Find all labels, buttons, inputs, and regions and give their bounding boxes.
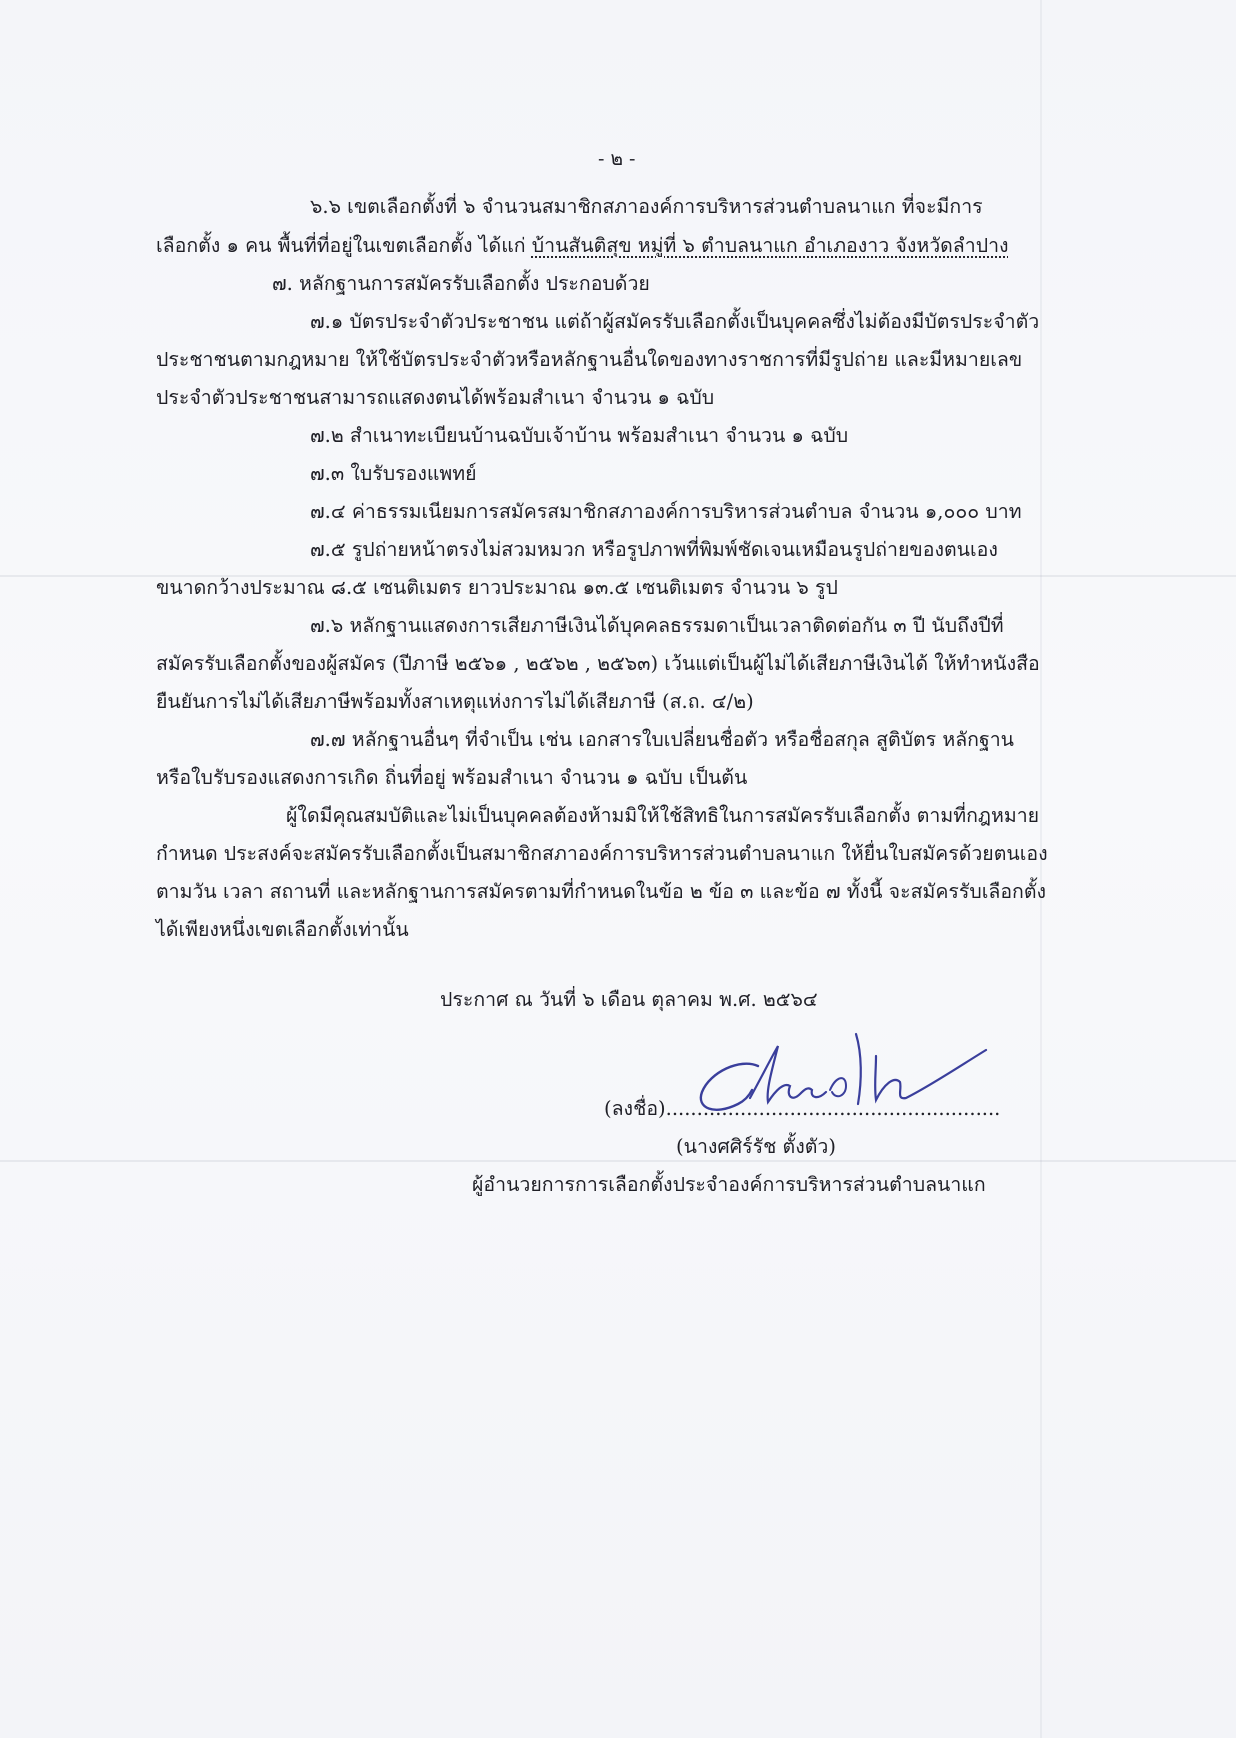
paragraph-line: ขนาดกว้างประมาณ ๘.๕ เซนติเมตร ยาวประมาณ ๑๓.๕ เซนติเมตร จำนวน ๖ รูป <box>156 576 838 599</box>
signer-name: (นางศศิร์รัช ตั้งตัว) <box>676 1135 836 1158</box>
paragraph-line: ๗.๕ รูปถ่ายหน้าตรงไม่สวมหมวก หรือรูปภาพที่พิมพ์ชัดเจนเหมือนรูปถ่ายของตนเอง <box>310 538 998 561</box>
page-number: - ๒ - <box>598 148 636 170</box>
paragraph-line: ๗.๑ บัตรประจำตัวประชาชน แต่ถ้าผู้สมัครรับเลือกตั้งเป็นบุคคลซึ่งไม่ต้องมีบัตรประจำตัว <box>310 310 1040 333</box>
paragraph-line: ๗.๖ หลักฐานแสดงการเสียภาษีเงินได้บุคคลธรรมดาเป็นเวลาติดต่อกัน ๓ ปี นับถึงปีที่ <box>310 614 1004 637</box>
paper-fold-line <box>0 1160 1236 1162</box>
paragraph-line: ผู้ใดมีคุณสมบัติและไม่เป็นบุคคลต้องห้ามมิให้ใช้สิทธิในการสมัครรับเลือกตั้ง ตามที่กฎหมาย <box>286 804 1040 827</box>
signature-dots: ...................................................... <box>665 1097 1001 1120</box>
paragraph-line <box>156 233 1009 259</box>
sign-label: (ลงชื่อ) <box>604 1097 666 1120</box>
paragraph-line: ๗.๒ สำเนาทะเบียนบ้านฉบับเจ้าบ้าน พร้อมสำเนา จำนวน ๑ ฉบับ <box>310 424 849 447</box>
paragraph-line: ๖.๖ เขตเลือกตั้งที่ ๖ จำนวนสมาชิกสภาองค์การบริหารส่วนตำบลนาแก ที่จะมีการ <box>310 195 983 218</box>
paper-fold-line <box>1040 0 1042 1738</box>
announcement-date: ประกาศ ณ วันที่ ๖ เดือน ตุลาคม พ.ศ. ๒๕๖๔ <box>440 988 818 1011</box>
paragraph-line: ประจำตัวประชาชนสามารถแสดงตนได้พร้อมสำเนา จำนวน ๑ ฉบับ <box>156 386 715 409</box>
paragraph-line: ได้เพียงหนึ่งเขตเลือกตั้งเท่านั้น <box>156 918 409 941</box>
paragraph-line: ยืนยันการไม่ได้เสียภาษีพร้อมทั้งสาเหตุแห่งการไม่ได้เสียภาษี (ส.ถ. ๔/๒) <box>156 690 754 713</box>
paragraph-text: เลือกตั้ง ๑ คน พื้นที่ที่อยู่ในเขตเลือกตั้ง ได้แก่ <box>156 234 532 257</box>
section-heading: ๗. หลักฐานการสมัครรับเลือกตั้ง ประกอบด้วย <box>272 272 650 295</box>
paragraph-line: กำหนด ประสงค์จะสมัครรับเลือกตั้งเป็นสมาชิกสภาองค์การบริหารส่วนตำบลนาแก ให้ยื่นใบสมัครด้วยตนเอง <box>156 842 1048 865</box>
signer-position: ผู้อำนวยการการเลือกตั้งประจำองค์การบริหารส่วนตำบลนาแก <box>472 1173 986 1196</box>
underlined-location: บ้านสันติสุข หมู่ที่ ๖ ตำบลนาแก อำเภองาว จังหวัดลำปาง <box>531 234 1009 257</box>
paragraph-line: ตามวัน เวลา สถานที่ และหลักฐานการสมัครตามที่กำหนดในข้อ ๒ ข้อ ๓ และข้อ ๗ ทั้งนี้ จะสมัครรับเลือกตั้ง <box>156 880 1047 903</box>
paragraph-line: หรือใบรับรองแสดงการเกิด ถิ่นที่อยู่ พร้อมสำเนา จำนวน ๑ ฉบับ เป็นต้น <box>156 766 748 789</box>
signature-line <box>604 1096 1000 1122</box>
paragraph-line: ๗.๓ ใบรับรองแพทย์ <box>310 462 477 485</box>
paragraph-line: สมัครรับเลือกตั้งของผู้สมัคร (ปีภาษี ๒๕๖๑ , ๒๕๖๒ , ๒๕๖๓) เว้นแต่เป็นผู้ไม่ได้เสียภาษีเงินได้ ให้ทำหนังสือ <box>156 652 1040 675</box>
paragraph-line: ๗.๗ หลักฐานอื่นๆ ที่จำเป็น เช่น เอกสารใบเปลี่ยนชื่อตัว หรือชื่อสกุล สูติบัตร หลักฐาน <box>310 728 1014 751</box>
paragraph-line: ประชาชนตามกฎหมาย ให้ใช้บัตรประจำตัวหรือหลักฐานอื่นใดของทางราชการที่มีรูปถ่าย และมีหมายเลข <box>156 348 1023 371</box>
paragraph-line: ๗.๔ ค่าธรรมเนียมการสมัครสมาชิกสภาองค์การบริหารส่วนตำบล จำนวน ๑,๐๐๐ บาท <box>310 500 1022 523</box>
